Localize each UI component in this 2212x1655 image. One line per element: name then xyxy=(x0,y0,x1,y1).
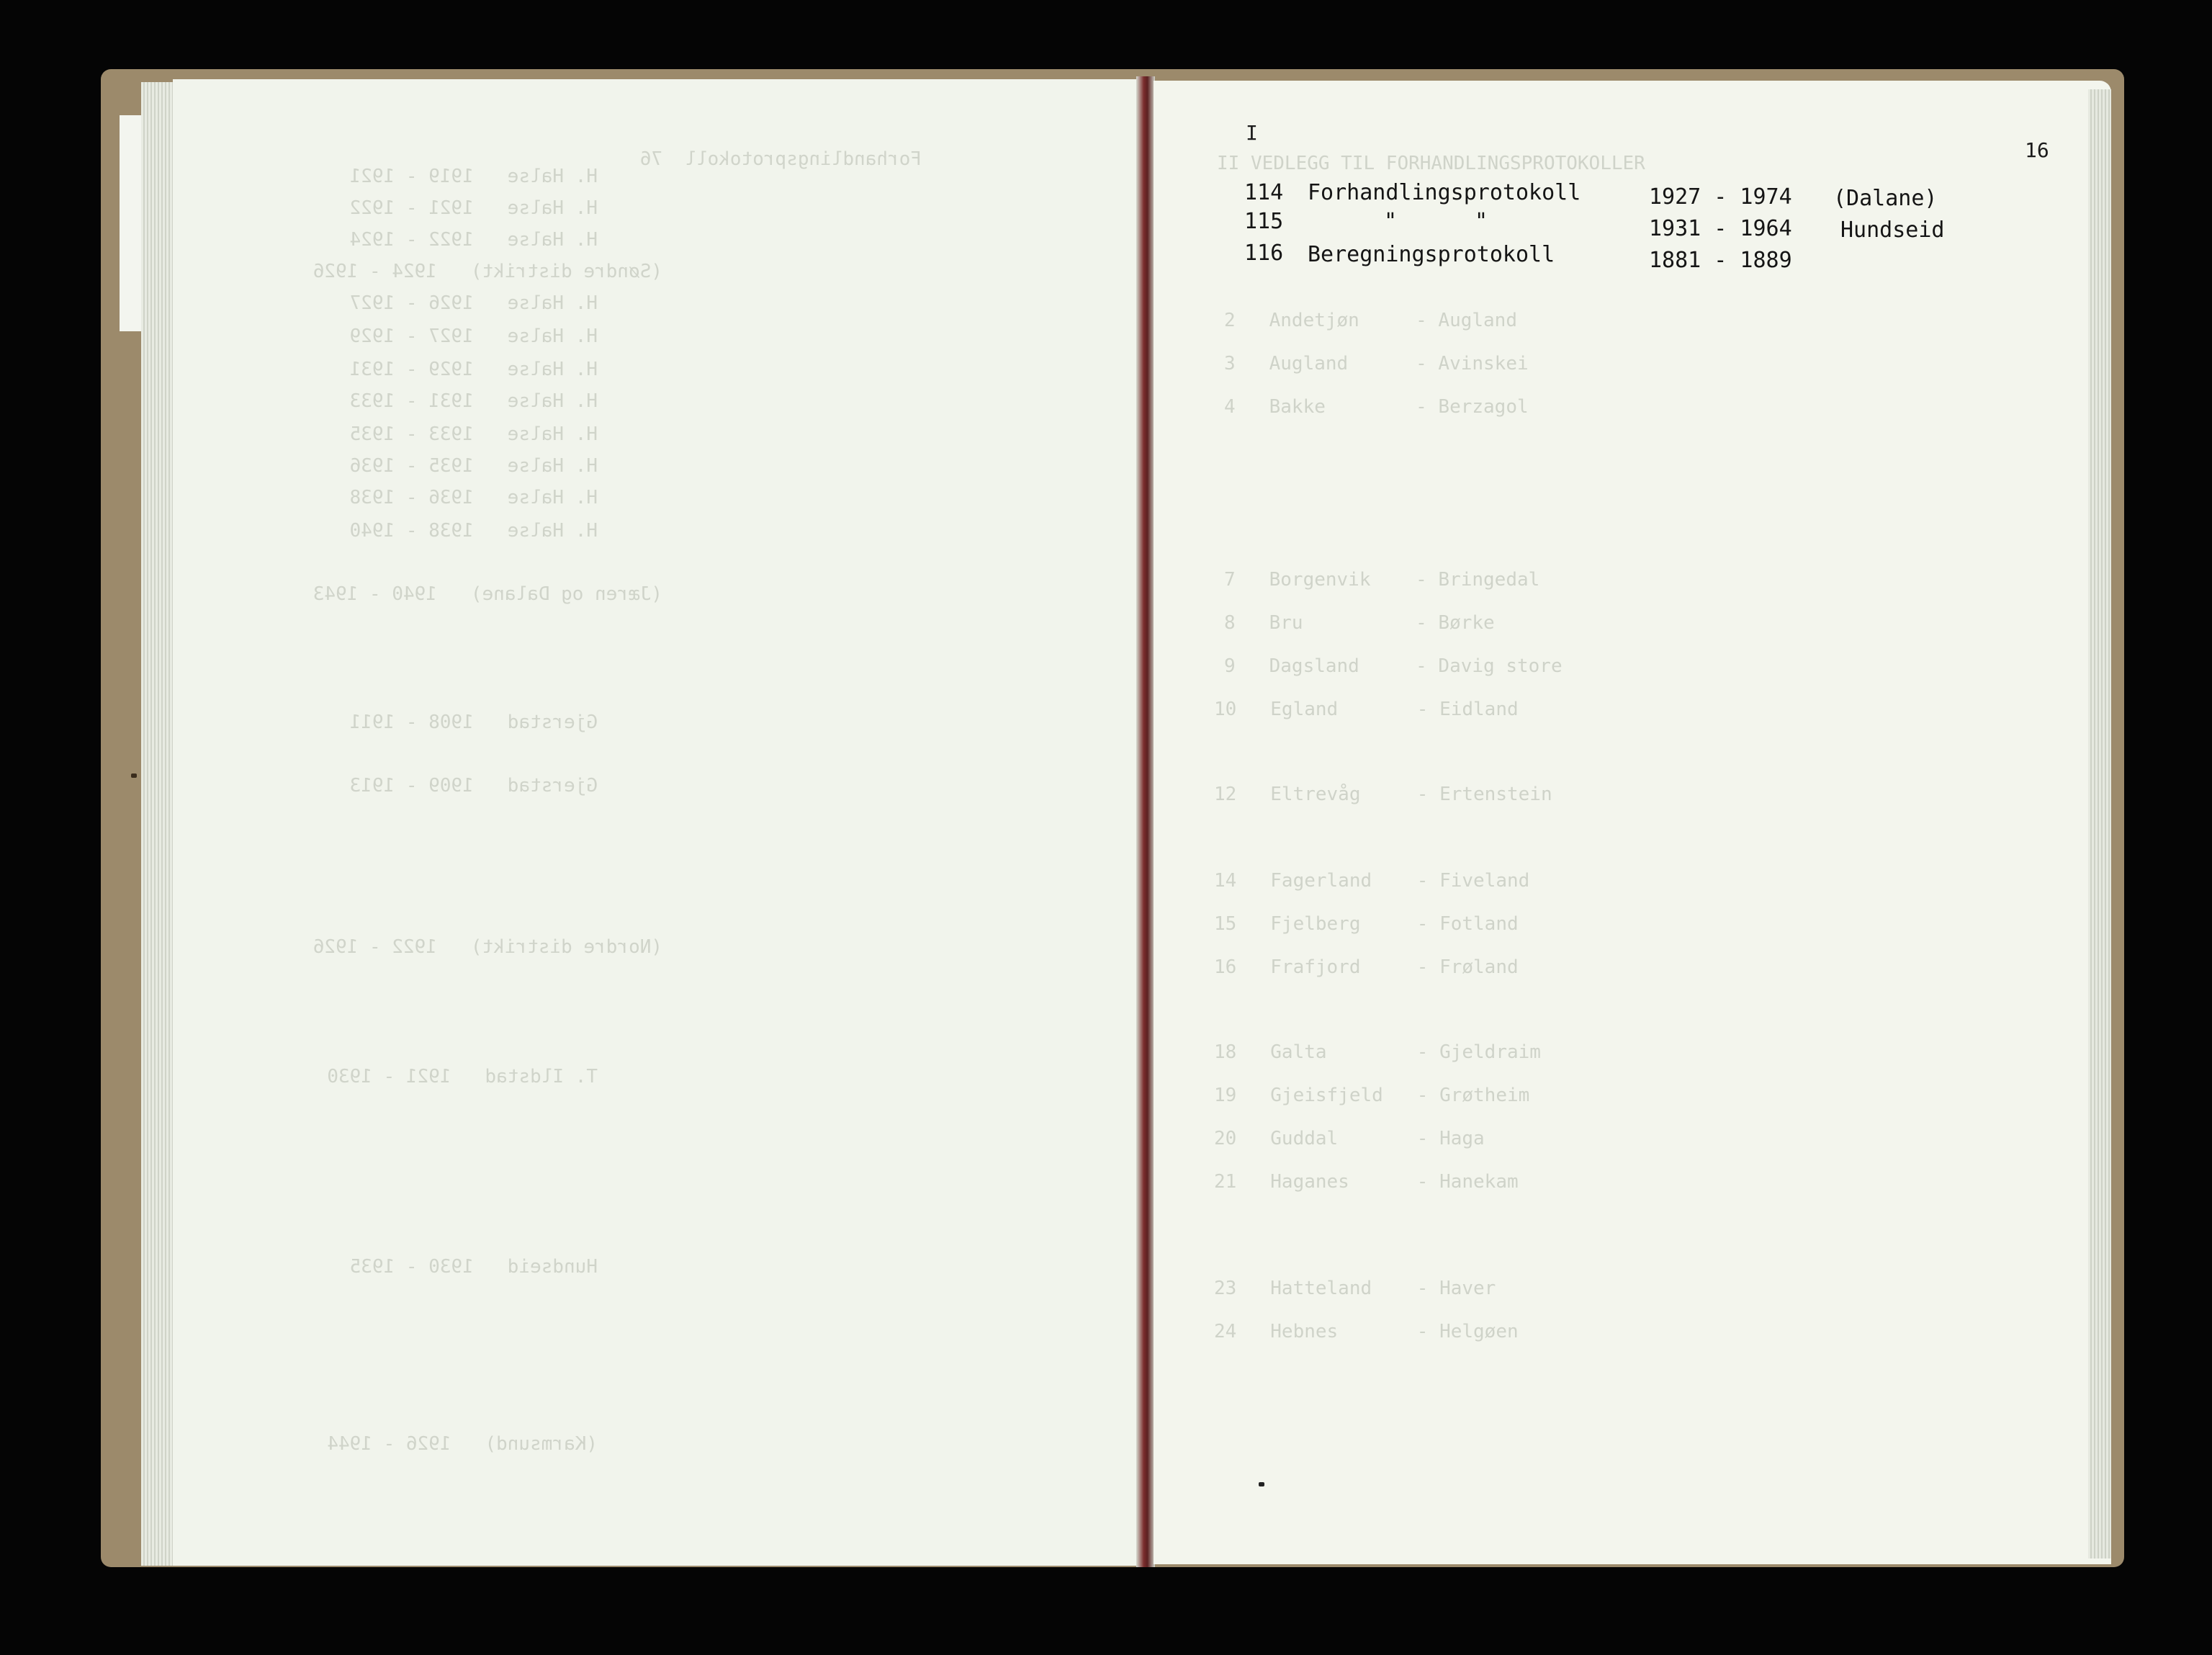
bleed-through-line: Gjerstad 1909 - 1913 xyxy=(349,775,598,797)
bleed-through-line: H. Halse 1936 - 1938 xyxy=(349,487,598,508)
entry-district: (Dalane) xyxy=(1833,186,1938,211)
bleed-through-line: H. Halse 1919 - 1921 xyxy=(349,166,598,187)
bleed-through-line: 24 Hebnes - Helgøen xyxy=(1214,1321,1519,1342)
page-number: 16 xyxy=(2025,138,2049,162)
entry-district: Hundseid xyxy=(1840,217,1945,243)
bleed-through-line: Gjerstad 1908 - 1911 xyxy=(349,712,598,733)
bleed-through-line: 10 Egland - Eidland xyxy=(1214,699,1519,720)
entry-nr: 114 xyxy=(1244,180,1284,205)
bleed-through-line: (Søndre distrikt) 1924 - 1926 xyxy=(313,261,662,282)
bleed-through-line: H. Halse 1933 - 1935 xyxy=(349,423,598,445)
bleed-through-line: H. Halse 1931 - 1933 xyxy=(349,390,598,412)
entry-nr: 115 xyxy=(1244,209,1284,234)
bleed-through-line: (Nordre distrikt) 1922 - 1926 xyxy=(313,936,662,958)
bleed-through-line: 8 Bru - Børke xyxy=(1224,612,1495,634)
bleed-through-line: H. Halse 1935 - 1936 xyxy=(349,455,598,477)
bleed-through-line: 4 Bakke - Berzagol xyxy=(1224,396,1529,418)
bleed-through-line: 2 Andetjøn - Augland xyxy=(1224,310,1517,331)
bleed-through-line: 21 Haganes - Hanekam xyxy=(1214,1171,1519,1193)
bleed-through-line: (Karmsund) 1926 - 1944 xyxy=(327,1433,598,1455)
bleed-through-line: (Jæren og Dalane) 1940 - 1943 xyxy=(313,583,662,605)
bleed-through-line: T. Ildstad 1921 - 1930 xyxy=(327,1066,598,1087)
bleed-through-line: 23 Hatteland - Haver xyxy=(1214,1278,1496,1299)
right-page-edges xyxy=(2088,89,2111,1558)
entry-years: 1927 - 1974 xyxy=(1649,184,1792,210)
ditto-mark: " xyxy=(1475,209,1488,234)
left-page-edges xyxy=(141,82,176,1566)
bleed-through-line: 14 Fagerland - Fiveland xyxy=(1214,870,1530,892)
book-gutter xyxy=(1136,76,1155,1567)
bleed-through-line: H. Halse 1921 - 1922 xyxy=(349,197,598,219)
ink-speck xyxy=(1259,1482,1264,1486)
bleed-through-line: H. Halse 1922 - 1924 xyxy=(349,229,598,251)
ditto-mark: " xyxy=(1384,209,1398,234)
entry-title: Forhandlingsprotokoll xyxy=(1308,180,1581,205)
bleed-through-line: 16 Frafjord - Frøland xyxy=(1214,956,1519,978)
bleed-through-line: II VEDLEGG TIL FORHANDLINGSPROTOKOLLER xyxy=(1217,153,1645,174)
bleed-through-line: 15 Fjelberg - Fotland xyxy=(1214,913,1519,935)
paper-tab xyxy=(120,115,141,331)
section-mark: I xyxy=(1246,121,1258,145)
bleed-through-line: 9 Dagsland - Davig store xyxy=(1224,655,1563,677)
bleed-through-line: H. Halse 1929 - 1931 xyxy=(349,359,598,380)
ink-speck xyxy=(131,773,137,778)
entry-title: Beregningsprotokoll xyxy=(1308,242,1555,267)
bleed-through-line: 3 Augland - Avinskei xyxy=(1224,353,1529,374)
bleed-through-line: 12 Eltrevåg - Ertenstein xyxy=(1214,784,1552,805)
left-page xyxy=(173,79,1138,1566)
bleed-through-line: H. Halse 1927 - 1929 xyxy=(349,326,598,347)
entry-nr: 116 xyxy=(1244,241,1284,266)
entry-years: 1881 - 1889 xyxy=(1649,248,1792,273)
bleed-through-line: 20 Guddal - Haga xyxy=(1214,1128,1485,1149)
bleed-through-line: 19 Gjeisfjeld - Grøtheim xyxy=(1214,1085,1530,1106)
bleed-through-line: 18 Galta - Gjeldraim xyxy=(1214,1041,1541,1063)
entry-years: 1931 - 1964 xyxy=(1649,216,1792,241)
bleed-through-line: Forhandlingsprotokoll 76 xyxy=(639,148,922,170)
bleed-through-line: H. Halse 1926 - 1927 xyxy=(349,292,598,314)
bleed-through-line: Hundseid 1930 - 1935 xyxy=(349,1256,598,1278)
bleed-through-line: H. Halse 1938 - 1940 xyxy=(349,520,598,542)
bleed-through-line: 7 Borgenvik - Bringedal xyxy=(1224,569,1540,591)
